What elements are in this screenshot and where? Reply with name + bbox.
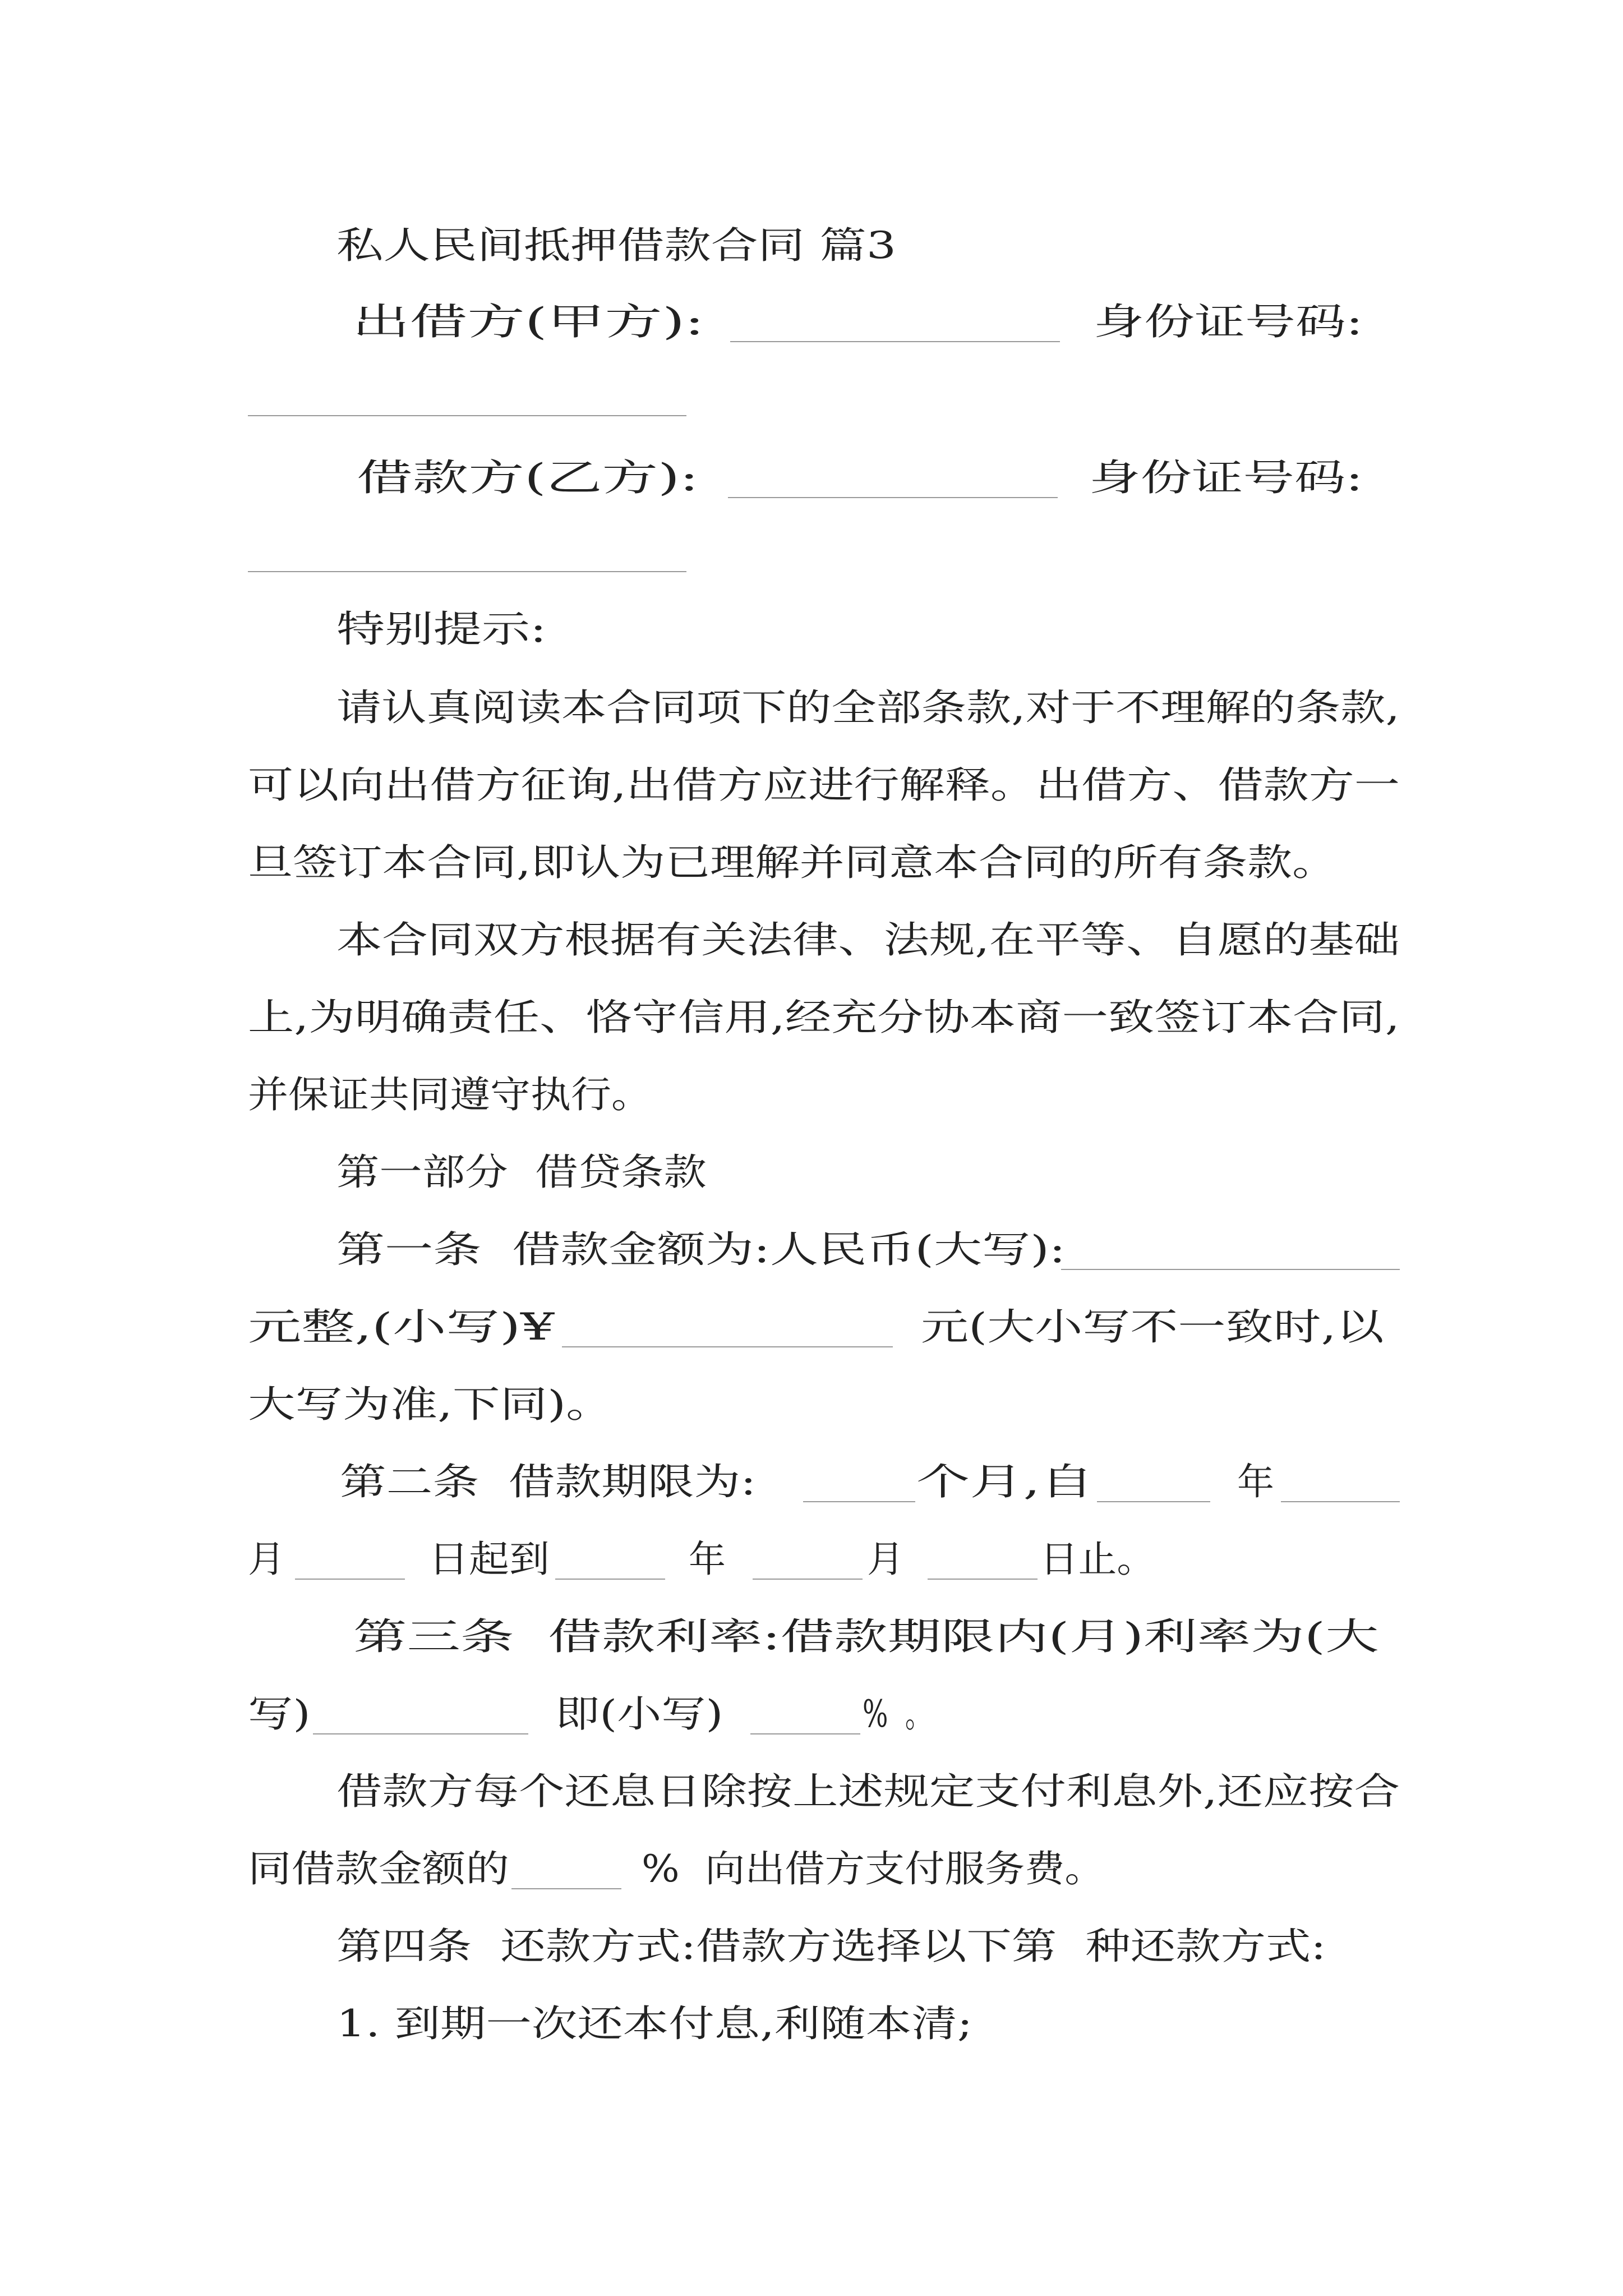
document-title: 私人民间抵押借款合同 篇3 bbox=[336, 224, 896, 267]
article-1-line-2b: 元(大小写不一致时,以 bbox=[921, 1305, 1384, 1349]
service-fee-blank bbox=[511, 1888, 621, 1889]
rate-lowercase-blank bbox=[750, 1733, 860, 1734]
fee-line-2a: 同借款金额的 bbox=[248, 1847, 509, 1890]
amount-lowercase-blank bbox=[562, 1346, 893, 1347]
basis-line-1: 本合同双方根据有关法律、法规,在平等、自愿的基础 bbox=[336, 918, 1400, 961]
article-1-line-2a: 元整,(小写)¥ bbox=[248, 1305, 555, 1349]
article-3-b: 即(小写) bbox=[555, 1692, 723, 1736]
article-2-a: 第二条 借款期限为: bbox=[340, 1460, 757, 1503]
article-2-g: 月 bbox=[867, 1538, 904, 1581]
term-months-blank bbox=[803, 1501, 915, 1502]
lender-id-label: 身份证号码: bbox=[1094, 300, 1363, 343]
end-day-blank bbox=[928, 1579, 1038, 1580]
borrower-label: 借款方(乙方): bbox=[357, 456, 699, 499]
notice-line-3: 旦签订本合同,即认为已理解并同意本合同的所有条款。 bbox=[248, 841, 1337, 884]
notice-line-1: 请认真阅读本合同项下的全部条款,对于不理解的条款, bbox=[336, 686, 1400, 729]
notice-line-2: 可以向出借方征询,出借方应进行解释。出借方、借款方一 bbox=[248, 763, 1400, 807]
rate-uppercase-blank bbox=[313, 1733, 528, 1734]
article-1-line-3: 大写为准,下同)。 bbox=[248, 1383, 614, 1426]
lender-label: 出借方(甲方): bbox=[352, 300, 704, 343]
borrower-name-blank bbox=[728, 497, 1058, 498]
notice-heading: 特别提示: bbox=[336, 608, 547, 651]
part-1-heading: 第一部分 借贷条款 bbox=[336, 1151, 707, 1194]
lender-name-blank bbox=[730, 341, 1060, 342]
article-3-a: 写) bbox=[248, 1692, 311, 1736]
article-2-h: 日止。 bbox=[1040, 1538, 1155, 1581]
basis-line-3: 并保证共同遵守执行。 bbox=[248, 1073, 652, 1116]
start-month-blank bbox=[1281, 1501, 1400, 1502]
borrower-id-blank bbox=[248, 571, 686, 572]
article-2-e: 日起到 bbox=[428, 1538, 550, 1581]
article-3-c: % 。 bbox=[863, 1692, 932, 1736]
amount-uppercase-blank bbox=[1061, 1269, 1400, 1270]
article-1-line-1: 第一条 借款金额为:人民币(大写): bbox=[336, 1228, 1066, 1271]
fee-line-2b: % 向出借方支付服务费。 bbox=[642, 1847, 1105, 1890]
end-month-blank bbox=[753, 1579, 863, 1580]
lender-id-blank bbox=[248, 415, 686, 416]
start-day-blank bbox=[295, 1579, 405, 1580]
end-year-blank bbox=[555, 1579, 665, 1580]
article-2-b: 个月,自 bbox=[916, 1460, 1094, 1503]
start-year-blank bbox=[1097, 1501, 1210, 1502]
article-2-f: 年 bbox=[689, 1538, 726, 1581]
borrower-id-label: 身份证号码: bbox=[1089, 456, 1363, 499]
article-4-item-1: 1. 到期一次还本付息,利随本清; bbox=[336, 2002, 973, 2045]
fee-line-1: 借款方每个还息日除按上述规定支付利息外,还应按合 bbox=[336, 1770, 1400, 1813]
basis-line-2: 上,为明确责任、恪守信用,经充分协本商一致签订本合同, bbox=[248, 996, 1400, 1039]
article-3-line-1: 第三条 借款利率:借款期限内(月)利率为(大 bbox=[353, 1615, 1379, 1658]
article-2-d: 月 bbox=[248, 1538, 285, 1581]
article-4-line-1: 第四条 还款方式:借款方选择以下第 种还款方式: bbox=[336, 1925, 1326, 1968]
article-2-c: 年 bbox=[1237, 1460, 1274, 1503]
